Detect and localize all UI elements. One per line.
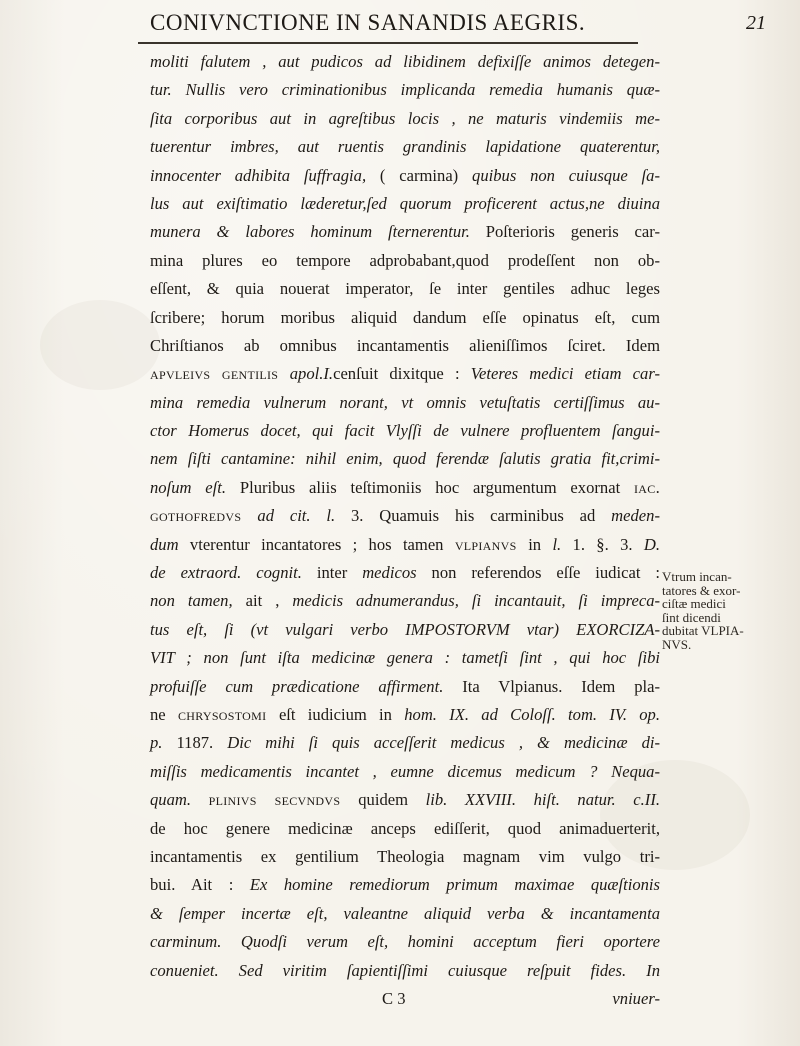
text-line [150, 502, 660, 530]
text-run: lus aut exiſtimatio læderetur,ſed quorum proficerent actus,ne diuina [150, 193, 660, 213]
text-run: cenſuit dixitque : [333, 364, 471, 384]
text-line [150, 900, 660, 928]
text-run: l. [552, 534, 573, 554]
text-line [150, 218, 660, 246]
page-number: 21 [746, 12, 766, 34]
text-run: Ita Vlpianus. Idem pla- [462, 676, 661, 696]
catchword: vniuer- [612, 988, 660, 1008]
text-run: profuiſſe cum prædicatione affirment. [150, 676, 463, 696]
text-run: vterentur incantatores ; hos tamen [189, 534, 455, 554]
text-line [150, 644, 660, 672]
text-run: tuerentur imbres, aut ruentis grandinis lapidatione quaterentur, [150, 137, 660, 157]
text-run: de extraord. cognit. [150, 563, 317, 583]
text-run: chrysostomi [177, 704, 279, 724]
text-run: tus eſt, ſi (vt vulgari verbo IMPOSTORVM vtar) EXORCIZA- [150, 619, 660, 639]
text-line [150, 474, 660, 502]
text-run: lib. XXVIII. hiſt. natur. c.II. [425, 790, 660, 810]
text-line [150, 673, 660, 701]
text-line [150, 786, 660, 814]
text-run: hom. IX. ad Coloſſ. tom. IV. op. [404, 704, 661, 724]
text-run: 1187. [176, 733, 228, 753]
text-run: iac. [634, 477, 661, 497]
text-run: & ſemper incertæ eſt, valeantne aliquid verba & incantamenta [150, 903, 660, 923]
catch-line [150, 985, 660, 1013]
text-line [150, 729, 660, 757]
text-run: noſum eſt. [150, 477, 240, 497]
text-line [150, 815, 660, 843]
text-run: medicos [362, 563, 432, 583]
marginal-line: ſint dicendi [662, 609, 721, 625]
text-line [150, 389, 660, 417]
text-line [150, 133, 660, 161]
text-run: conueniet. Sed viritim ſapientiſſimi cuiusque reſpuit fides. In [150, 960, 660, 980]
text-line [150, 360, 660, 388]
text-run: 3. Quamuis his carminibus ad [350, 506, 612, 526]
text-run: quam. [150, 790, 209, 810]
text-run: p. [150, 733, 177, 753]
text-run: nem ſiſti cantamine: nihil enim, quod ferendæ ſalutis gratia fit,crimi- [150, 449, 660, 469]
text-run: Ex homine remediorum primum maximae quæſtionis [249, 875, 660, 895]
text-line [150, 843, 660, 871]
marginal-line: NVS. [662, 636, 692, 652]
text-line [150, 531, 660, 559]
running-title: CONIVNCTIONE IN SANANDIS AEGRIS. [150, 10, 586, 35]
text-run: eſt iudicium in [278, 704, 405, 724]
text-line [150, 928, 660, 956]
text-run: apol.I. [289, 364, 334, 384]
text-run: meden- [611, 506, 660, 526]
text-run: munera & labores hominum ſternerentur. [150, 222, 486, 242]
text-line [150, 758, 660, 786]
text-run: ( carmina) [379, 165, 473, 185]
text-line [150, 105, 660, 133]
text-line [150, 332, 660, 360]
signature-mark: C 3 [382, 988, 406, 1008]
text-run: quibus non cuiusque ſa- [472, 165, 660, 185]
text-run: ctor Homerus docet, qui facit Vlyſſi de vulnere profluentem ſangui- [150, 421, 660, 441]
text-run: vlpianvs [454, 534, 529, 554]
text-run: incantamentis ex gentilium Theologia magnam vim vulgo tri- [150, 846, 660, 866]
marginal-line: ciſtæ medici [662, 596, 726, 611]
text-run: plinivs secvndvs [208, 790, 359, 810]
text-line [150, 957, 660, 985]
text-run: bui. Ait : [150, 875, 250, 895]
marginal-line: Vtrum incan- [662, 569, 732, 584]
text-run: in [528, 534, 553, 554]
text-run: inter [316, 563, 363, 583]
text-run: innocenter adhibita ſuffragia, [150, 165, 380, 185]
text-run: Chriſtianos ab omnibus incantamentis alieniſſimos ſciret. Idem [150, 335, 660, 355]
text-run: quidem [358, 790, 426, 810]
text-line [150, 304, 660, 332]
marginal-line: tatores & exor- [662, 582, 741, 598]
text-line [150, 162, 660, 190]
text-run: VIT ; non ſunt iſta medicinæ genera : tametſi ſint , qui hoc ſibi [150, 648, 660, 668]
header-rule [138, 42, 638, 44]
text-run: carminum. Quodſi verum eſt, homini acceptum fieri oportere [150, 932, 660, 952]
body-text [150, 48, 660, 1013]
running-head [150, 8, 766, 40]
paper-stain [40, 300, 160, 390]
text-run: ad cit. l. [257, 506, 351, 526]
text-run: Dic mihi ſi quis acceſſerit medicus , & medicinæ di- [227, 733, 661, 753]
text-line [150, 190, 660, 218]
text-run: ſita corporibus aut in agreſtibus locis , ne maturis vindemiis me- [150, 108, 660, 128]
text-line [150, 616, 660, 644]
text-run: Pluribus aliis teſtimoniis hoc argumentum exornat [239, 477, 634, 497]
text-run: ſcribere; horum moribus aliquid dandum eſſe opinatus eſt, cum [150, 307, 660, 327]
text-run: de hoc genere medicinæ anceps ediſſerit, quod animaduerterit, [150, 818, 660, 838]
text-run: apvleivs gentilis [150, 364, 290, 384]
text-line [150, 701, 660, 729]
text-run: eſſent, & quia nouerat imperator, ſe inter gentiles adhuc leges [150, 279, 660, 299]
text-line [150, 871, 660, 899]
text-run: non tamen, [150, 591, 246, 611]
text-line [150, 559, 660, 587]
marginal-note [662, 570, 794, 651]
text-line [150, 247, 660, 275]
text-line [150, 275, 660, 303]
text-run: D. [643, 534, 660, 554]
text-run: gothofredvs [150, 506, 258, 526]
text-line [150, 587, 660, 615]
text-run: ait , [245, 591, 293, 611]
text-run: non referendos eſſe iudicat : [431, 563, 660, 583]
text-run: miſſis medicamentis incantet , eumne dicemus medicum ? Nequa- [150, 761, 660, 781]
text-run: Poſterioris generis car- [485, 222, 660, 242]
text-run: mina remedia vulnerum norant, vt omnis vetuſtatis certiſſimus au- [150, 392, 660, 412]
marginal-line: dubitat VLPIA- [662, 623, 744, 638]
text-line [150, 76, 660, 104]
text-run: ne [150, 704, 178, 724]
text-line [150, 48, 660, 76]
text-run: Veteres medici etiam car- [470, 364, 660, 384]
text-run: medicis adnumerandus, ſi incantauit, ſi impreca- [292, 591, 661, 611]
text-run: tur. Nullis vero criminationibus implicanda remedia humanis quæ- [150, 80, 660, 100]
text-run: 1. §. 3. [572, 534, 644, 554]
text-run: moliti falutem , aut pudicos ad libidinem defixiſſe animos detegen- [150, 52, 660, 71]
text-run: dum [150, 534, 190, 554]
text-line [150, 445, 660, 473]
text-run: mina plures eo tempore adprobabant,quod prodeſſent non ob- [150, 250, 660, 270]
text-line [150, 417, 660, 445]
